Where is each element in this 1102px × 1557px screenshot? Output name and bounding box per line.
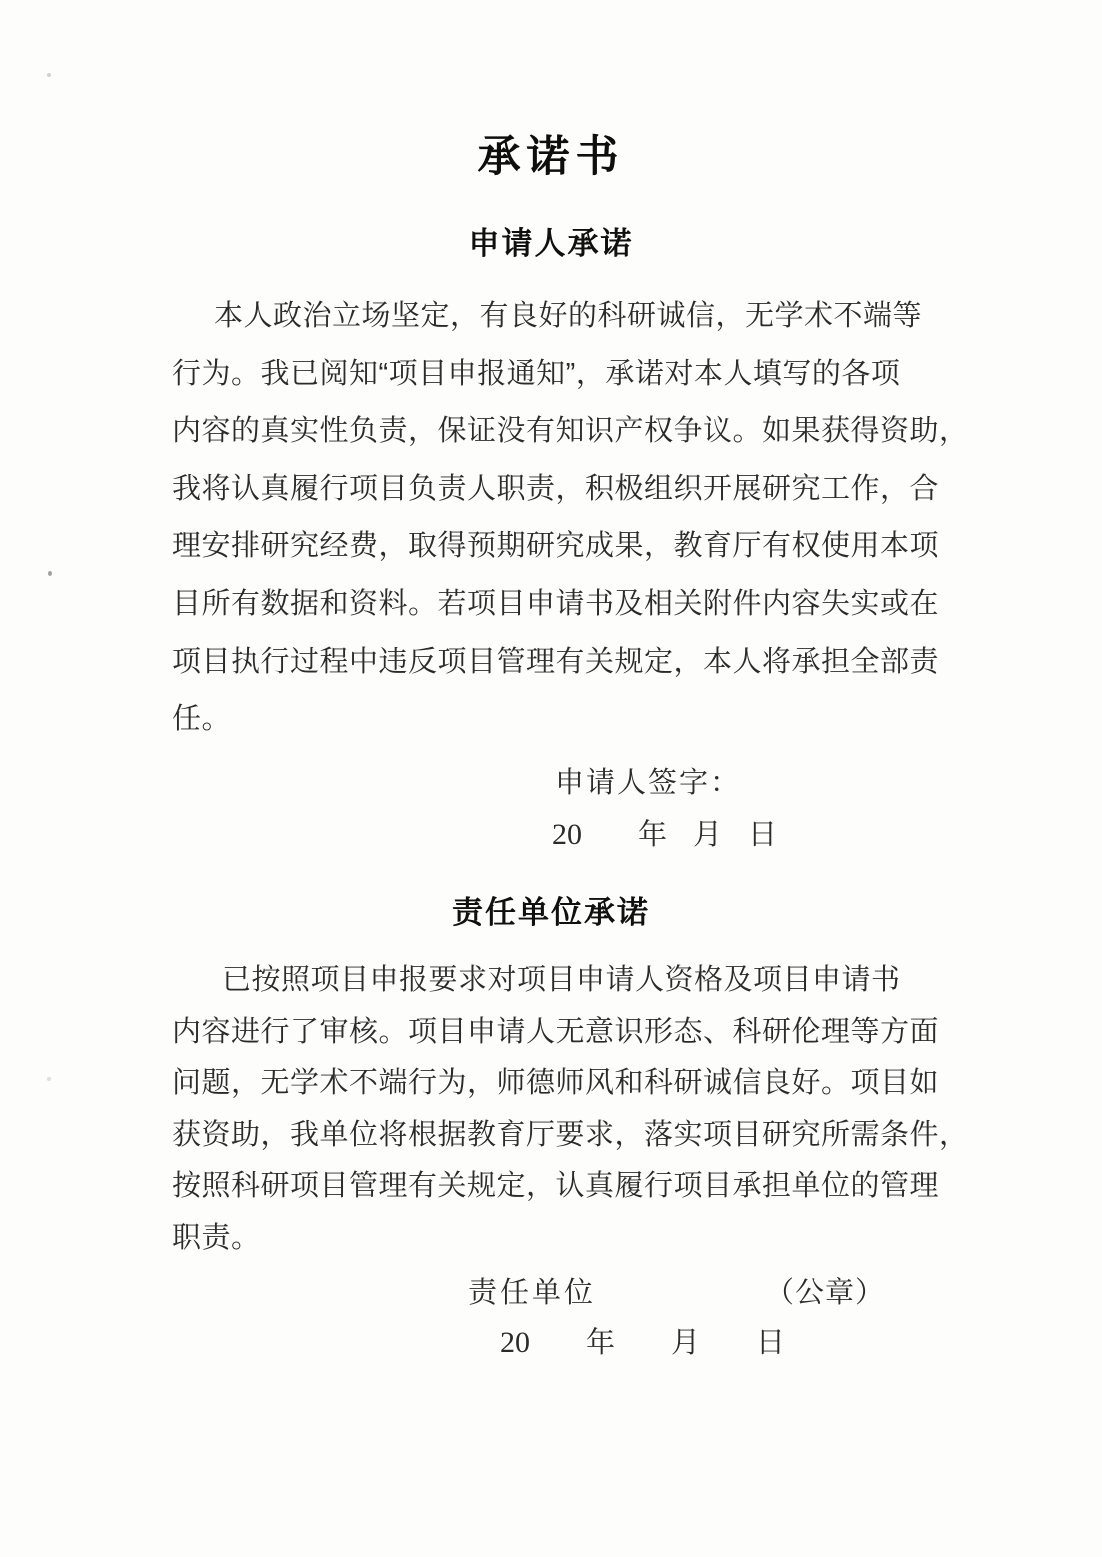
unit-commitment-paragraph	[172, 955, 969, 1264]
date-month-label: 月	[693, 819, 723, 851]
date-year-label: 年	[586, 1327, 616, 1359]
page-title: 承诺书	[477, 133, 625, 181]
unit-signature-line	[0, 1270, 1102, 1310]
scan-speck	[47, 73, 51, 77]
date-day-label: 日	[748, 819, 778, 851]
paragraph-line: 获资助，我单位将根据教育厅要求，落实项目研究所需条件，	[172, 1118, 969, 1151]
paragraph-line: 理安排研究经费，取得预期研究成果，教育厅有权使用本项	[172, 530, 940, 563]
date-month-label: 月	[671, 1327, 701, 1359]
date-year-label: 年	[638, 819, 668, 851]
date-year-prefix: 20	[552, 818, 582, 851]
unit-label: 责任单位	[468, 1277, 597, 1309]
date-year-prefix: 20	[500, 1326, 530, 1359]
applicant-commitment-paragraph	[172, 288, 969, 749]
paragraph-line: 本人政治立场坚定，有良好的科研诚信，无学术不端等	[214, 300, 923, 332]
paragraph-line: 项目执行过程中违反项目管理有关规定，本人将承担全部责	[172, 645, 940, 678]
unit-date-line	[500, 1320, 785, 1361]
scan-speck	[47, 1077, 51, 1081]
paragraph-line: 目所有数据和资料。若项目申请书及相关附件内容失实或在	[172, 587, 940, 620]
scan-speck	[48, 571, 52, 576]
applicant-date-line	[552, 812, 777, 853]
paragraph-line: 行为。我已阅知“项目申报通知”，承诺对本人填写的各项	[172, 357, 901, 390]
applicant-signature-label: 申请人签字：	[555, 767, 742, 799]
paragraph-line: 内容进行了审核。项目申请人无意识形态、科研伦理等方面	[172, 1015, 940, 1048]
paragraph-line: 问题，无学术不端行为，师德师风和科研诚信良好。项目如	[172, 1067, 940, 1099]
unit-section-header: 责任单位承诺	[452, 895, 650, 930]
paragraph-line: 已按照项目申报要求对项目申请人资格及项目申请书	[222, 964, 901, 996]
paragraph-line: 职责。	[172, 1221, 261, 1254]
seal-label: （公章）	[765, 1277, 886, 1309]
date-day-label: 日	[756, 1327, 786, 1359]
paragraph-line: 内容的真实性负责，保证没有知识产权争议。如果获得资助，	[172, 415, 969, 448]
paragraph-line: 我将认真履行项目负责人职责，积极组织开展研究工作，合	[172, 472, 940, 505]
paragraph-line: 按照科研项目管理有关规定，认真履行项目承担单位的管理	[172, 1170, 940, 1202]
paragraph-line: 任。	[172, 703, 232, 736]
applicant-section-header: 申请人承诺	[468, 226, 634, 261]
